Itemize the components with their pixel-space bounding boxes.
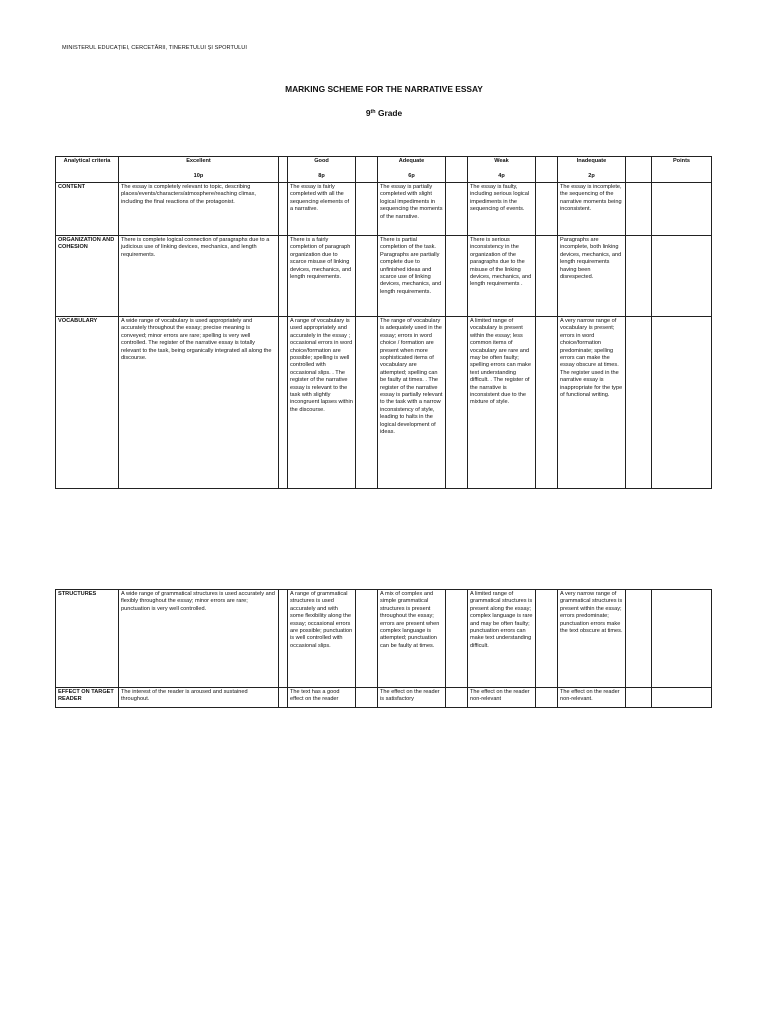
spacer-cell [356, 317, 378, 489]
spacer-cell [446, 590, 468, 688]
criteria-header: Analytical criteria [56, 157, 119, 183]
descriptor-cell: There is a fairly completion of paragraph organization due to scarce misuse of linking devices, mechanics, and length requirements. [288, 236, 356, 317]
spacer-cell [626, 183, 652, 236]
spacer-cell [536, 183, 558, 236]
spacer-cell [626, 590, 652, 688]
grade-suffix: th [370, 109, 376, 115]
descriptor-cell: There is serious inconsistency in the organization of the paragraphs due to the misuse of the linking devices, mechanics, and length requirements . [468, 236, 536, 317]
points-cell [652, 183, 712, 236]
document-title: MARKING SCHEME FOR THE NARRATIVE ESSAY [285, 84, 483, 94]
ministry-header: MINISTERUL EDUCAȚIEI, CERCETĂRII, TINERETULUI ȘI SPORTULUI [62, 45, 247, 51]
spacer-cell [356, 590, 378, 688]
spacer-cell [446, 688, 468, 708]
spacer-cell [446, 317, 468, 489]
descriptor-cell: The effect on the reader non-relevant [468, 688, 536, 708]
spacer-cell [536, 236, 558, 317]
spacer-cell [536, 317, 558, 489]
descriptor-cell: A wide range of vocabulary is used appropriately and accurately throughout the essay; precise meaning is conveyed; minor errors are rare; spelling is very well controlled. The register of the narrative essay is totally relevant to the task, being organically integrated all along the discourse. [119, 317, 279, 489]
points-cell [652, 317, 712, 489]
level-label: Adequate [398, 158, 425, 164]
descriptor-cell: The effect on the reader is satisfactory [378, 688, 446, 708]
criterion-label: CONTENT [56, 183, 119, 236]
descriptor-cell: There is complete logical connection of paragraphs due to a judicious use of linking devices, mechanics, and length requirements. [119, 236, 279, 317]
points-cell [652, 688, 712, 708]
descriptor-cell: A wide range of grammatical structures is used accurately and flexibly throughout the essay; minor errors are rare; punctuation is very well controlled. [119, 590, 279, 688]
rubric-row-effect [56, 688, 712, 708]
level-label: Weak [494, 158, 509, 164]
spacer-cell [446, 157, 468, 183]
descriptor-cell: Paragraphs are incomplete, both linking devices, mechanics, and length requirements having been disrespected. [558, 236, 626, 317]
spacer-cell [626, 317, 652, 489]
level-header-adequate [378, 157, 446, 183]
level-label: Good [314, 158, 329, 164]
spacer-cell [626, 688, 652, 708]
spacer-cell [279, 317, 288, 489]
descriptor-cell: The essay is fairly completed with all the sequencing elements of a narrative. [288, 183, 356, 236]
spacer-cell [279, 590, 288, 688]
descriptor-cell: The text has a good effect on the reader [288, 688, 356, 708]
criterion-label: EFFECT ON TARGET READER [56, 688, 119, 708]
grade-word: Grade [377, 108, 403, 118]
criterion-label: ORGANIZATION AND COHESION [56, 236, 119, 317]
spacer-cell [279, 688, 288, 708]
rubric-row-content [56, 183, 712, 236]
descriptor-cell: A range of grammatical structures is used accurately and with some flexibility along the essay; occasional errors are possible; punctuation is well controlled with occasional slips. [288, 590, 356, 688]
descriptor-cell: A very narrow range of grammatical structures is present within the essay; errors predominate; punctuation errors make the text obscure at times. [558, 590, 626, 688]
descriptor-cell: A limited range of vocabulary is present within the essay; less common items of vocabulary are rare and may be often faulty; spelling errors can make text understanding difficult. . The register of the narrative is inconsistent due to the mixture of style. [468, 317, 536, 489]
points-cell [652, 236, 712, 317]
descriptor-cell: A limited range of grammatical structures is present along the essay; complex language is rare and may be often faulty; punctuation errors can make text understanding difficult. [468, 590, 536, 688]
spacer-cell [536, 688, 558, 708]
spacer-cell [446, 236, 468, 317]
descriptor-cell: A very narrow range of vocabulary is present; errors in word choice/formation predominate; spelling errors can make the essay obscure at times. The register used in the narrative essay is inappropriate for the type of functional writing. [558, 317, 626, 489]
rubric-row-vocabulary [56, 317, 712, 489]
rubric-row-structures [56, 590, 712, 688]
descriptor-cell: The interest of the reader is aroused and sustained throughout. [119, 688, 279, 708]
descriptor-cell: The essay is incomplete, the sequencing of the narrative moments being inconsistent. [558, 183, 626, 236]
criterion-label: VOCABULARY [56, 317, 119, 489]
spacer-cell [626, 236, 652, 317]
level-label: Inadequate [576, 158, 607, 164]
rubric-header-row [56, 157, 712, 183]
descriptor-cell: There is partial completion of the task. Paragraphs are partially complete due to unfinished ideas and scarce use of linking devices, mechanics, and length requirements. [378, 236, 446, 317]
rubric-table-continued [55, 589, 712, 708]
rubric-table [55, 156, 712, 489]
spacer-cell [536, 590, 558, 688]
spacer-cell [279, 183, 288, 236]
level-header-inadequate [558, 157, 626, 183]
level-points: 10p [193, 173, 204, 180]
descriptor-cell: A range of vocabulary is used appropriately and accurately in the essay ; occasional errors in word choice/formation are possible; spelling is well controlled with occasional slips. . The register of the narrative essay is relevant to the task with slightly incongruent lapses within the discourse. [288, 317, 356, 489]
level-label: Excellent [186, 158, 211, 164]
descriptor-cell: The essay is partially completed with slight logical impediments in sequencing the moments of the narrative. [378, 183, 446, 236]
spacer-cell [356, 688, 378, 708]
level-points: 8p [318, 173, 325, 180]
points-cell [652, 590, 712, 688]
spacer-cell [626, 157, 652, 183]
spacer-cell [446, 183, 468, 236]
spacer-cell [356, 183, 378, 236]
spacer-cell [536, 157, 558, 183]
level-header-excellent [119, 157, 279, 183]
points-header: Points [652, 157, 712, 183]
spacer-cell [279, 157, 288, 183]
criterion-label: STRUCTURES [56, 590, 119, 688]
level-points: 4p [498, 173, 505, 180]
level-header-good [288, 157, 356, 183]
descriptor-cell: The essay is faulty, including serious logical impediments in the sequencing of events. [468, 183, 536, 236]
level-points: 6p [408, 173, 415, 180]
level-header-weak [468, 157, 536, 183]
descriptor-cell: The effect on the reader non-relevant. [558, 688, 626, 708]
descriptor-cell: The essay is completely relevant to topic, describing places/events/characters/atmosphere/reaching climax, including the final reactions of the protagonist. [119, 183, 279, 236]
spacer-cell [356, 236, 378, 317]
descriptor-cell: The range of vocabulary is adequately used in the essay; errors in word choice / formation are present when more sophisticated items of vocabulary are attempted; spelling can be faulty at times. . The register of the narrative essay is partially relevant to the task with a narrow inconsistency of style, leading to halts in the logical development of ideas. [378, 317, 446, 489]
grade-number: 9 [365, 108, 371, 118]
spacer-cell [279, 236, 288, 317]
descriptor-cell: A mix of complex and simple grammatical structures is present throughout the essay; errors are present when complex language is attempted; punctuation can be faulty at times. [378, 590, 446, 688]
spacer-cell [356, 157, 378, 183]
rubric-row-organization [56, 236, 712, 317]
level-points: 2p [588, 173, 595, 180]
grade-heading [0, 108, 768, 118]
